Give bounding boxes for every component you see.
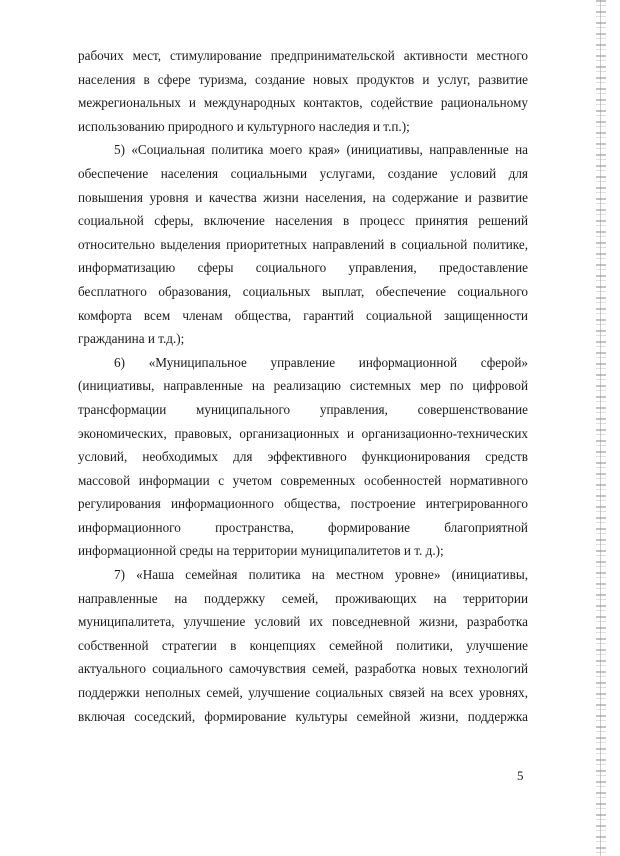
text-line: использованию природного и культурного наследия и т.п.); bbox=[78, 118, 410, 134]
text-line: 6) «Муниципальное управление информационной сферой» bbox=[114, 354, 528, 370]
text-line: информационной среды на территории муниципалитетов и т. д.); bbox=[78, 543, 444, 559]
text-line: межрегиональных и международных контактов, содействие рациональному bbox=[78, 95, 528, 111]
text-line: включая соседский, формирование культуры семейной жизни, поддержка bbox=[78, 708, 528, 724]
text-line: 5) «Социальная политика моего края» (инициативы, направленные на bbox=[114, 142, 528, 158]
text-line: населения в сфере туризма, создание новых продуктов и услуг, развитие bbox=[78, 71, 528, 87]
text-line: информатизацию сферы социального управления, предоставление bbox=[78, 260, 528, 276]
document-body bbox=[78, 44, 528, 728]
text-line: относительно выделения приоритетных направлений в социальной политике, bbox=[78, 236, 528, 252]
text-line: рабочих мест, стимулирование предпринимательской активности местного bbox=[78, 48, 528, 63]
text-line: массовой информации с учетом современных особенностей нормативного bbox=[78, 472, 528, 488]
text-line: социальной сферы, включение населения в процесс принятия решений bbox=[78, 213, 528, 229]
text-line: собственной стратегии в концепциях семейной политики, улучшение bbox=[78, 637, 528, 653]
text-line: информационного пространства, формирование благоприятной bbox=[78, 519, 528, 535]
text-line: повышения уровня и качества жизни населения, на содержание и развитие bbox=[78, 189, 528, 205]
text-line: муниципалитета, улучшение условий их повседневной жизни, разработка bbox=[78, 614, 528, 630]
text-line: комфорта всем членам общества, гарантий социальной защищенности bbox=[78, 307, 528, 323]
text-line: экономических, правовых, организационных и организационно-технических bbox=[78, 425, 528, 441]
text-line: (инициативы, направленные на реализацию системных мер по цифровой bbox=[78, 378, 528, 394]
text-line: условий, необходимых для эффективного функционирования средств bbox=[78, 449, 528, 465]
text-line: актуального социального самочувствия семей, разработка новых технологий bbox=[78, 661, 528, 677]
page-number: 5 bbox=[517, 768, 524, 783]
scan-edge-artifact bbox=[596, 0, 606, 856]
text-line: трансформации муниципального управления, совершенствование bbox=[78, 401, 528, 417]
text-line: направленные на поддержку семей, проживающих на территории bbox=[78, 590, 528, 606]
text-line: обеспечение населения социальными услугами, создание условий для bbox=[78, 165, 528, 181]
text-line: поддержки неполных семей, улучшение социальных связей на всех уровнях, bbox=[78, 685, 528, 701]
text-line: регулирования информационного общества, построение интегрированного bbox=[78, 496, 528, 512]
text-line: бесплатного образования, социальных выплат, обеспечение социального bbox=[78, 283, 528, 299]
text-line: 7) «Наша семейная политика на местном уровне» (инициативы, bbox=[114, 567, 528, 583]
text-line: гражданина и т.д.); bbox=[78, 331, 185, 347]
